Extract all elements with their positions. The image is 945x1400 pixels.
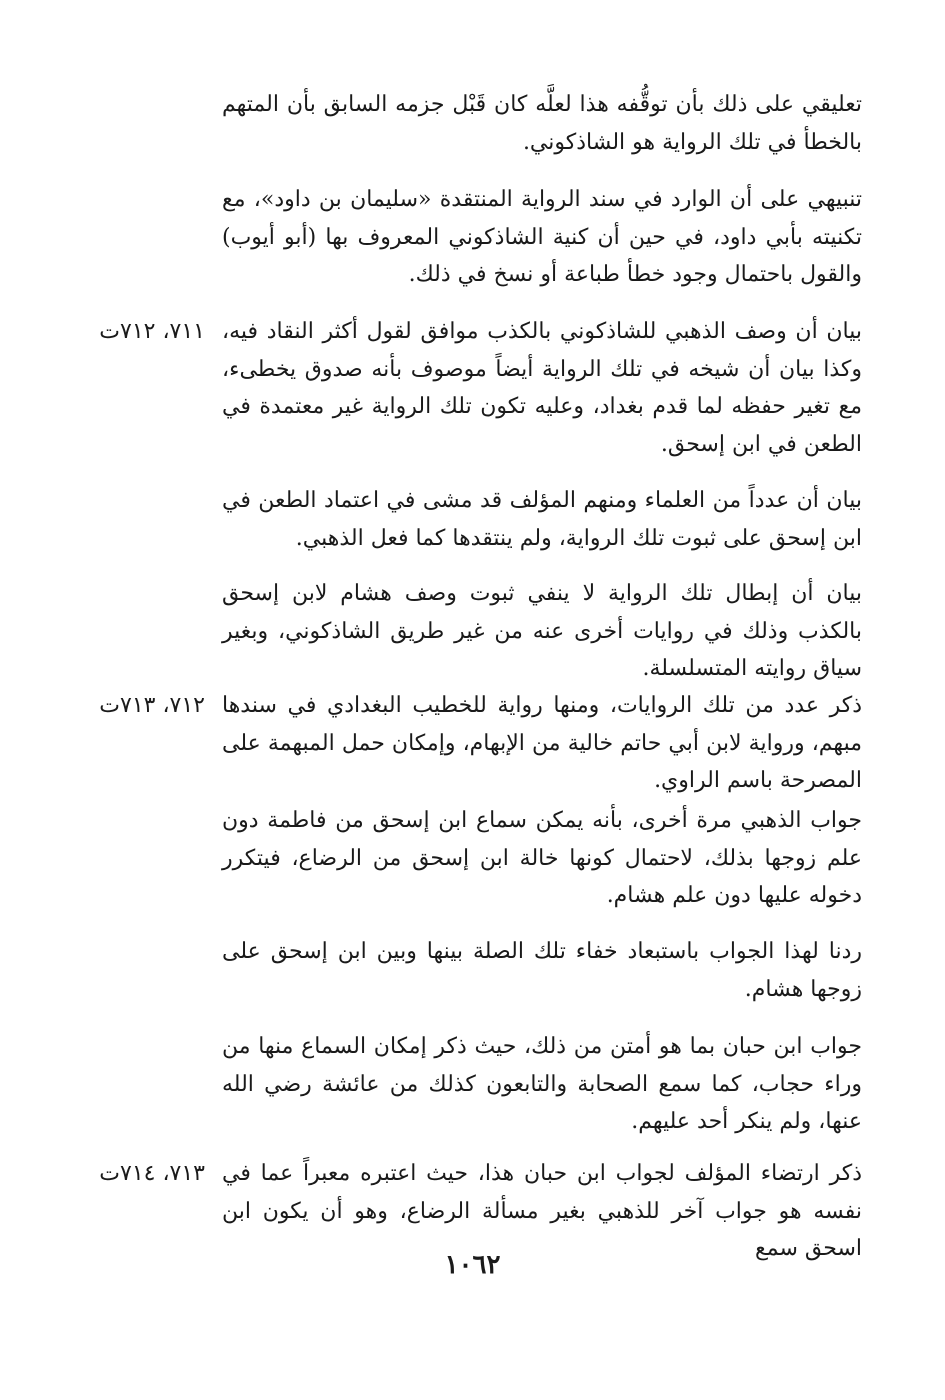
paragraph-1: تعليقي على ذلك بأن توقُّفه هذا لعلَّه كان قَبْل جزمه السابق بأن المتهم بالخطأ في تلك الرواية هو الشاذكوني.: [222, 92, 862, 155]
reference-number-10: ٧١٣، ٧١٤ت: [99, 1161, 205, 1186]
paragraph-5: بيان أن إبطال تلك الرواية لا ينفي ثبوت وصف هشام لابن إسحق بالكذب وذلك في روايات أخرى عنه من غير طريق الشاذكوني، وبغير سياق روايته المتسلسلة.: [222, 581, 863, 681]
paragraph-2: تنبيهي على أن الوارد في سند الرواية المنتقدة «سليمان بن داود»، مع تكنيته بأبي داود، في حين أن كنية الشاذكوني المعروف بها (أبو أيوب) والقول باحتمال وجود خطأ طباعة أو نسخ في ذلك.: [222, 187, 862, 287]
reference-number-6: ٧١٢، ٧١٣ت: [99, 693, 205, 718]
paragraph-10: ذكر ارتضاء المؤلف لجواب ابن حبان هذا، حيث اعتبره معبراً عما في نفسه هو جواب آخر للذهبي بغير مسألة الرضاع، وهو أن يكون ابن اسحق سمع: [222, 1161, 863, 1261]
paragraph-9: جواب ابن حبان بما هو أمتن من ذلك، حيث ذكر إمكان السماع منها من وراء حجاب، كما سمع الصحابة والتابعون كذلك من عائشة رضي الله عنها، ولم ينكر أحد عليهم.: [222, 1034, 862, 1134]
paragraph-4: بيان أن عدداً من العلماء ومنهم المؤلف قد مشى في اعتماد الطعن في ابن إسحق على ثبوت تلك الرواية، ولم ينتقدها كما فعل الذهبي.: [222, 488, 862, 551]
page-number: ١٠٦٢: [444, 1250, 501, 1280]
paragraph-3: بيان أن وصف الذهبي للشاذكوني بالكذب موافق لقول أكثر النقاد فيه، وكذا بيان أن شيخه في تلك الرواية أيضاً موصوف بأنه صدوق يخطىء، مع تغير حفظه لما قدم بغداد، وعليه تكون تلك الرواية غير معتمدة في الطعن في ابن إسحق.: [222, 319, 862, 457]
paragraph-6: ذكر عدد من تلك الروايات، ومنها رواية للخطيب البغدادي في سندها مبهم، ورواية لابن أبي حاتم خالية من الإبهام، وإمكان حمل المبهمة على المصرحة باسم الراوي.: [222, 693, 862, 793]
paragraph-7: جواب الذهبي مرة أخرى، بأنه يمكن سماع ابن إسحق من فاطمة دون علم زوجها بذلك، لاحتمال كونها خالة ابن إسحق من الرضاع، فيتكرر دخوله عليها دون علم هشام.: [222, 808, 862, 908]
reference-number-3: ٧١١، ٧١٢ت: [99, 319, 205, 344]
paragraph-8: ردنا لهذا الجواب باستبعاد خفاء تلك الصلة بينها وبين ابن إسحق على زوجها هشام.: [222, 939, 862, 1002]
